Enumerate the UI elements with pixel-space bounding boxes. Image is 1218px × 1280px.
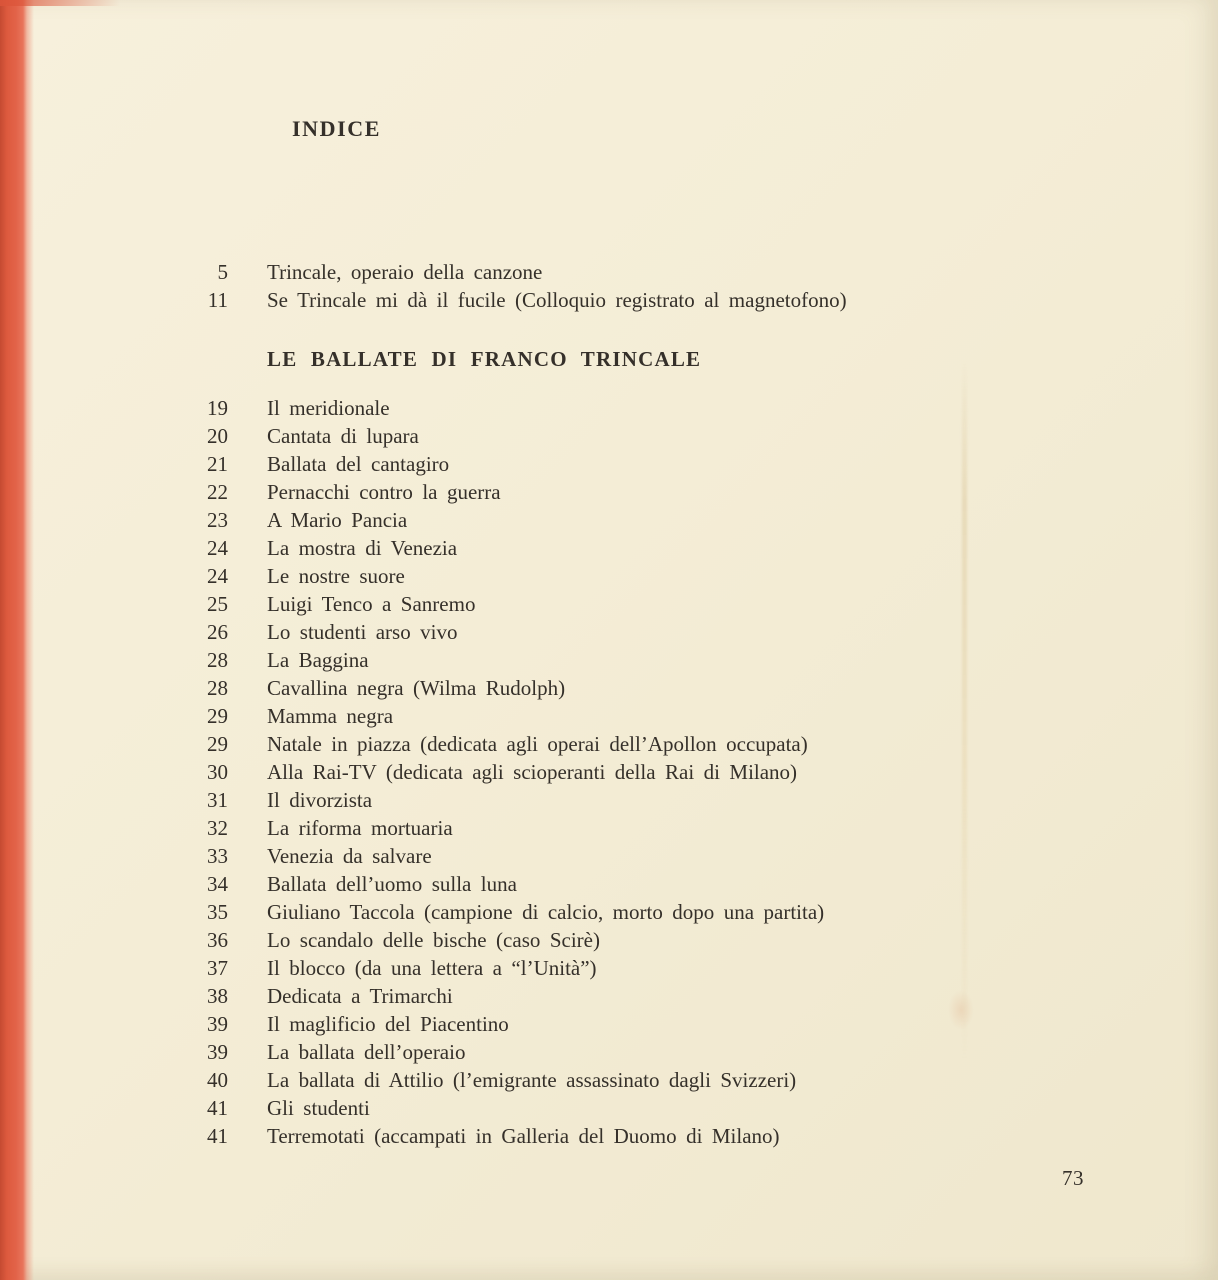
section-heading: LE BALLATE DI FRANCO TRINCALE (267, 347, 702, 371)
toc-entry-title: Luigi Tenco a Sanremo (267, 592, 476, 616)
toc-entry-title: Le nostre suore (267, 564, 405, 588)
toc-entry (168, 286, 847, 314)
toc-entry (168, 1066, 824, 1094)
book-spine-edge (0, 0, 34, 1280)
toc-entry (168, 394, 824, 422)
paper-crease (962, 360, 967, 1060)
toc-entry-page-number: 28 (207, 648, 228, 672)
toc-entry (168, 674, 824, 702)
toc-entry (168, 786, 824, 814)
toc-entry-title: Il meridionale (267, 396, 390, 420)
toc-entry-page-number: 24 (207, 564, 228, 588)
toc-entry (168, 814, 824, 842)
toc-entry-title: Il blocco (da una lettera a “l’Unità”) (267, 956, 597, 980)
toc-entry-title: Dedicata a Trimarchi (267, 984, 453, 1008)
toc-entry-page-number: 41 (207, 1124, 228, 1148)
toc-entry-page-number: 39 (207, 1040, 228, 1064)
toc-entry-title: A Mario Pancia (267, 508, 408, 532)
toc-entry (168, 618, 824, 646)
toc-entry (168, 926, 824, 954)
toc-entry-title: Cavallina negra (Wilma Rudolph) (267, 676, 566, 700)
toc-entry-page-number: 39 (207, 1012, 228, 1036)
toc-entry-title: Lo scandalo delle bische (caso Scirè) (267, 928, 600, 952)
toc-entry-page-number: 19 (207, 396, 228, 420)
toc-entry-title: La mostra di Venezia (267, 536, 458, 560)
toc-entry-page-number: 37 (207, 956, 228, 980)
toc-entry (168, 730, 824, 758)
toc-entry-title: Se Trincale mi dà il fucile (Colloquio registrato al magnetofono) (267, 288, 847, 312)
toc-entry (168, 422, 824, 450)
toc-entry-page-number: 24 (207, 536, 228, 560)
toc-entry (168, 258, 847, 286)
toc-entry-page-number: 11 (207, 288, 228, 312)
toc-entry (168, 1122, 824, 1150)
toc-entry-page-number: 20 (207, 424, 228, 448)
toc-entry (168, 646, 824, 674)
toc-entry-page-number: 38 (207, 984, 228, 1008)
toc-entry (168, 506, 824, 534)
toc-entry (168, 590, 824, 618)
toc-entry-title: Lo studenti arso vivo (267, 620, 458, 644)
toc-entry (168, 702, 824, 730)
toc-entry (168, 898, 824, 926)
toc-entry-title: Cantata di lupara (267, 424, 419, 448)
toc-entry (168, 562, 824, 590)
toc-entry-page-number: 34 (207, 872, 228, 896)
toc-entry-title: Ballata del cantagiro (267, 452, 450, 476)
toc-entry-page-number: 29 (207, 732, 228, 756)
toc-entry-page-number: 28 (207, 676, 228, 700)
toc-entry-page-number: 5 (217, 260, 228, 284)
page-title: INDICE (292, 116, 382, 141)
toc-entry (168, 982, 824, 1010)
toc-entry-page-number: 23 (207, 508, 228, 532)
toc-entry-title: Pernacchi contro la guerra (267, 480, 501, 504)
toc-entry (168, 954, 824, 982)
toc-entry-title: Mamma negra (267, 704, 394, 728)
toc-entry (168, 450, 824, 478)
toc-entry-title: Trincale, operaio della canzone (267, 260, 543, 284)
toc-entry-page-number: 21 (207, 452, 228, 476)
toc-entry (168, 534, 824, 562)
toc-entry (168, 1094, 824, 1122)
toc-entry-page-number: 35 (207, 900, 228, 924)
toc-entry-page-number: 41 (207, 1096, 228, 1120)
toc-entry-title: Ballata dell’uomo sulla luna (267, 872, 517, 896)
toc-entry (168, 478, 824, 506)
toc-entry-title: Terremotati (accampati in Galleria del Duomo di Milano) (267, 1124, 780, 1148)
toc-entry-title: La Baggina (267, 648, 369, 672)
toc-entry-title: La ballata di Attilio (l’emigrante assassinato dagli Svizzeri) (267, 1068, 797, 1092)
toc-entry-title: Il maglificio del Piacentino (267, 1012, 509, 1036)
page-number: 73 (1062, 1166, 1084, 1190)
toc-entry-page-number: 40 (207, 1068, 228, 1092)
toc-entry (168, 842, 824, 870)
toc-entry-title: Giuliano Taccola (campione di calcio, morto dopo una partita) (267, 900, 825, 924)
toc-entry-title: La riforma mortuaria (267, 816, 453, 840)
toc-entry-page-number: 36 (207, 928, 228, 952)
toc-entry (168, 1038, 824, 1066)
toc-entry-page-number: 26 (207, 620, 228, 644)
toc-entry-page-number: 32 (207, 816, 228, 840)
toc-entry-title: Natale in piazza (dedicata agli operai dell’Apollon occupata) (267, 732, 808, 756)
toc-entry-page-number: 25 (207, 592, 228, 616)
toc-entry-title: La ballata dell’operaio (267, 1040, 466, 1064)
toc-entry (168, 758, 824, 786)
toc-entry-page-number: 33 (207, 844, 228, 868)
front-matter-list (168, 258, 847, 314)
toc-entry (168, 870, 824, 898)
toc-entry-title: Gli studenti (267, 1096, 370, 1120)
toc-entry-page-number: 31 (207, 788, 228, 812)
toc-entry (168, 1010, 824, 1038)
toc-entry-page-number: 30 (207, 760, 228, 784)
toc-entry-title: Il divorzista (267, 788, 373, 812)
paper-stain (948, 990, 974, 1030)
entries-list (168, 394, 824, 1150)
toc-entry-title: Venezia da salvare (267, 844, 432, 868)
toc-entry-title: Alla Rai-TV (dedicata agli scioperanti della Rai di Milano) (267, 760, 798, 784)
toc-entry-page-number: 29 (207, 704, 228, 728)
scan-edge-smear (0, 0, 120, 6)
toc-entry-page-number: 22 (207, 480, 228, 504)
